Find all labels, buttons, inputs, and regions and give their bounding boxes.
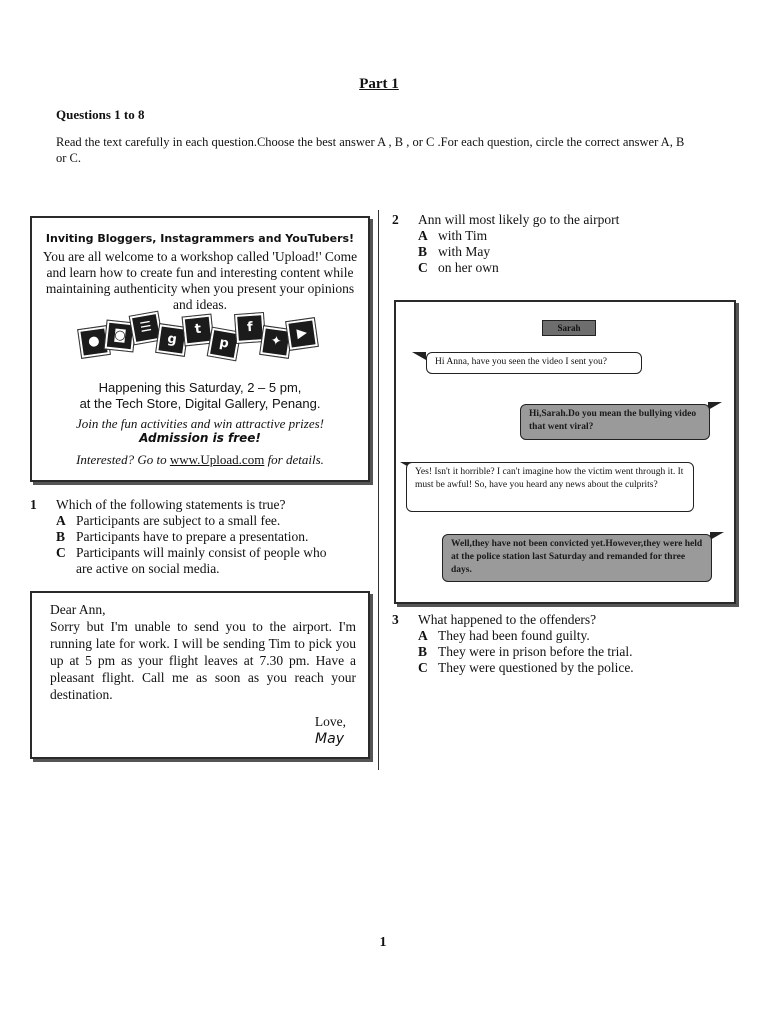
chat-message: Yes! Isn't it horrible? I can't imagine how the victim went through it. It must be awful! So, have you heard any news about the culprits? bbox=[406, 462, 694, 512]
option-c[interactable]: C Participants will mainly consist of people who bbox=[56, 545, 327, 560]
chat-conversation bbox=[394, 300, 736, 604]
poster-when-line1: Happening this Saturday, 2 – 5 pm, bbox=[98, 380, 302, 395]
option-a[interactable]: A They had been found guilty. bbox=[418, 628, 590, 643]
question-2 bbox=[392, 212, 732, 278]
facebook-icon: f bbox=[235, 313, 265, 343]
question-number: 3 bbox=[392, 612, 399, 627]
bubble-tail bbox=[412, 352, 426, 360]
bubble-tail bbox=[708, 402, 722, 410]
youtube-icon: ▶ bbox=[286, 318, 318, 350]
chat-title: Sarah bbox=[542, 320, 596, 336]
chat-message: Hi,Sarah.Do you mean the bullying video that went viral? bbox=[520, 404, 710, 440]
twitter-icon: ✦ bbox=[260, 326, 292, 358]
question-stem: What happened to the offenders? bbox=[418, 612, 597, 627]
poster-admission-free: Admission is free! bbox=[139, 431, 261, 445]
chat-message: Well,they have not been convicted yet.However,they were held at the police station last Saturday and remanded for three days. bbox=[442, 534, 712, 582]
blogger-icon: ● bbox=[78, 326, 110, 358]
option-b[interactable]: B with May bbox=[418, 244, 491, 259]
option-b[interactable]: B Participants have to prepare a presentation. bbox=[56, 529, 309, 544]
question-1 bbox=[30, 497, 370, 577]
page-number: 1 bbox=[379, 935, 387, 950]
tumblr-icon: t bbox=[183, 315, 214, 346]
option-c[interactable]: C They were questioned by the police. bbox=[418, 660, 634, 675]
question-number: 2 bbox=[392, 212, 399, 227]
part-title: Part 1 bbox=[359, 76, 399, 92]
note-text bbox=[50, 601, 356, 703]
note-greeting: Dear Ann, bbox=[50, 602, 106, 617]
pinterest-icon: p bbox=[208, 328, 240, 360]
poster-url-link[interactable]: www.Upload.com bbox=[169, 452, 265, 467]
poster-body: You are all welcome to a workshop called 'Upload!' Come and learn how to create fun and interesting content while maintaining authenticity when you present your opinions and ideas. bbox=[42, 249, 358, 312]
option-c[interactable]: C on her own bbox=[418, 260, 499, 275]
option-b[interactable]: B They were in prison before the trial. bbox=[418, 644, 633, 659]
note-closing: Love, bbox=[314, 714, 346, 729]
option-a[interactable]: A with Tim bbox=[418, 228, 488, 243]
question-stem: Ann will most likely go to the airport bbox=[418, 212, 620, 227]
google-plus-icon: g bbox=[156, 324, 188, 356]
social-media-icons bbox=[76, 308, 326, 364]
question-3 bbox=[392, 612, 732, 678]
bubble-tail bbox=[710, 532, 724, 540]
poster-join-text: Join the fun activities and win attractive prizes! bbox=[75, 416, 325, 431]
note-body: Sorry but I'm unable to send you to the airport. I'm running late for work. I will be sending Tim to pick you up at 5 pm as your flight leaves at 7.30 pm. Have a pleasant flight. Call me as soon as you reach your destination. bbox=[50, 619, 356, 702]
instructions-text: Read the text carefully in each question.Choose the best answer A , B , or C .For each question, circle the correct answer A, B or C. bbox=[56, 135, 685, 165]
workshop-poster bbox=[30, 216, 370, 482]
instagram-icon: ◙ bbox=[105, 321, 136, 352]
poster-interest-post: for details. bbox=[264, 452, 324, 467]
column-divider bbox=[378, 210, 379, 770]
chat-message: Hi Anna, have you seen the video I sent you? bbox=[426, 352, 642, 374]
question-stem: Which of the following statements is true? bbox=[56, 497, 286, 512]
note-signature: May bbox=[315, 731, 344, 747]
option-a[interactable]: A Participants are subject to a small fee. bbox=[56, 513, 281, 528]
note-from-may bbox=[30, 591, 370, 759]
poster-heading: Inviting Bloggers, Instagrammers and YouTubers! bbox=[45, 232, 355, 245]
questions-label: Questions 1 to 8 bbox=[56, 107, 145, 122]
poster-when-where bbox=[32, 380, 368, 412]
option-c-continued: are active on social media. bbox=[76, 561, 220, 576]
question-number: 1 bbox=[30, 497, 37, 512]
poster-interest-pre: Interested? Go to bbox=[76, 452, 170, 467]
poster-interest-line bbox=[32, 452, 368, 468]
poster-when-line2: at the Tech Store, Digital Gallery, Penang. bbox=[79, 396, 321, 411]
rss-icon: ☰ bbox=[130, 312, 162, 344]
